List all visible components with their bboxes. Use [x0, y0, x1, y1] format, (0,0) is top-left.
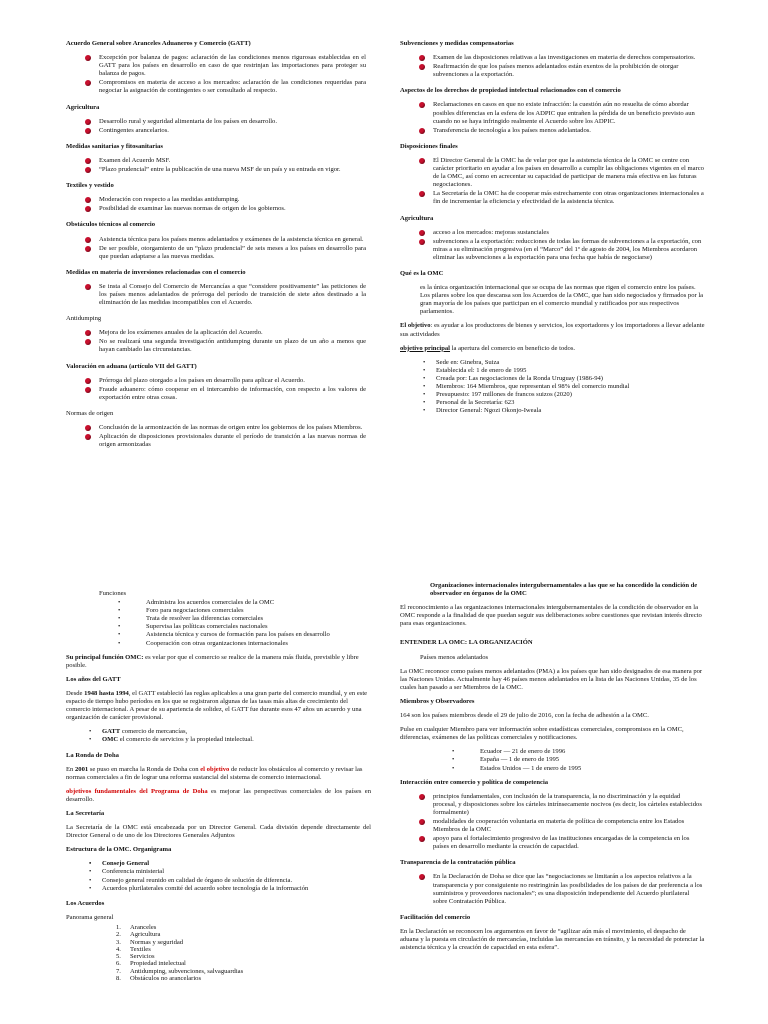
list-item: Compromisos en materia de acceso a los mercados: aclaración de las condiciones requeridas para negociar la asignación de contingentes o ser consultado al respecto.	[66, 79, 366, 95]
section-title: Valoración en aduana (artículo VII del GATT)	[66, 362, 197, 370]
red-bullet-icon	[85, 167, 91, 173]
list-item: Mejora de los exámenes anuales de la aplicación del Acuerdo.	[66, 329, 366, 337]
section-title: Los años del GATT	[66, 675, 121, 683]
red-bullet-icon	[85, 158, 91, 164]
red-bullet-icon	[85, 206, 91, 212]
bold-label: objetivo principal	[400, 344, 451, 352]
structure-list	[66, 860, 371, 892]
bullet-list	[66, 157, 366, 174]
section-title: Agricultura	[400, 214, 434, 222]
list-item: • Creada por: Las negociaciones de la Ronda Uruguay (1986-94)	[400, 375, 705, 383]
list-item: 6. Propiedad intelectual	[116, 960, 186, 968]
list-item: 7. Antidumping, subvenciones, salvaguardias	[116, 967, 244, 975]
red-bullet-icon	[85, 425, 91, 431]
list-item: 8. Obstáculos no arancelarios	[116, 974, 202, 982]
list-item: 3. Normas y seguridad	[116, 938, 184, 946]
section-title: Facilitación del comercio	[400, 913, 471, 921]
red-bullet-icon	[85, 246, 91, 252]
list-item: 1. Aranceles	[116, 923, 157, 931]
list-item: • Acuerdos plurilaterales comité del acuerdo sobre tecnología de la información	[66, 885, 371, 893]
bullet-list	[400, 101, 705, 134]
bullet-list	[66, 377, 366, 402]
bullet-list	[400, 54, 705, 79]
list-item: subvenciones a la exportación: reducciones de todas las formas de subvenciones a la exportación, con miras a su eliminación progresiva (en el “Marco” del 1º de agosto de 2004, los Miembros acordaron eliminar las subvenciones a la exportación para una fecha que había de negociarse)	[400, 238, 705, 262]
text: es velar por que el comercio se realice de la manera más fluida, previsible y libre posible.	[66, 653, 359, 669]
bullet-list	[66, 236, 366, 261]
list-item: Excepción por balanza de pagos: aclaración de las condiciones menos rigurosas establecidas en el GATT para los países en desarrollo en caso de que restrinjan las importaciones para proteger su balanza de pagos.	[66, 54, 366, 78]
paragraph: Pulse en cualquier Miembro para ver información sobre estadísticas comerciales, compromisos en la OMC, diferencias, exámenes de las políticas comerciales y notificaciones.	[400, 726, 684, 742]
red-bullet-icon	[85, 55, 91, 61]
list-item: • Foro para negociaciones comerciales	[66, 607, 371, 615]
paragraph: 164 son los países miembros desde el 29 de julio de 2016, con la fecha de adhesión a la OMC.	[400, 712, 649, 720]
paragraph	[400, 322, 705, 338]
section-title: Los Acuerdos	[66, 899, 105, 907]
red-bullet-icon	[419, 55, 425, 61]
red-bullet-icon	[419, 794, 425, 800]
bullet-list	[66, 118, 366, 135]
list-item: No se realizará una segunda investigación antidumping durante un plazo de un año a menos que hayan cambiado las circunstancias.	[66, 338, 366, 354]
red-bullet-icon	[419, 158, 425, 164]
subtitle: Panorama general	[66, 913, 114, 921]
paragraph: La OMC reconoce como países menos adelantados (PMA) a los países que han sido designados de esa manera por las Naciones Unidas. Actualmente hay 46 países menos adelantados en la lista de las Naciones Unidas, 35 de los cuales han pasado a ser Miembros de la OMC.	[400, 667, 703, 691]
list-item: De ser posible, otorgamiento de un “plazo prudencial” de seis meses a los países en desarrollo para que puedan adaptarse a las nuevas medidas.	[66, 245, 366, 261]
section-title: La Secretaría	[66, 809, 105, 817]
list-item: Se insta al Consejo del Comercio de Mercancías a que “considere positivamente” las peticiones de los países menos adelantados de prórroga del período de transición de siete años destinado a la eliminación de las medidas incompatibles con el Acuerdo.	[66, 283, 366, 307]
list-item: Asistencia técnica para los países menos adelantados y exámenes de la asistencia técnica en general.	[66, 236, 366, 244]
section-title: Obstáculos técnicos al comercio	[66, 221, 156, 229]
red-bullet-icon	[85, 434, 91, 440]
list-item: • Establecida el: 1 de enero de 1995	[400, 367, 705, 375]
list-item: • Ecuador — 21 de enero de 1996	[400, 748, 705, 756]
list-item: • Personal de la Secretaría: 623	[400, 399, 705, 407]
list-item: Examen del Acuerdo MSF.	[66, 157, 366, 165]
bullet-list	[66, 329, 366, 354]
countries-list	[400, 748, 705, 772]
list-item: 2. Agricultura	[116, 931, 161, 939]
section-title: La Ronda de Doha	[66, 751, 119, 759]
list-item: “Plazo prudencial” entre la publicación de una nueva MSF de un país y su entrada en vigor.	[66, 166, 366, 174]
red-bullet-icon	[419, 836, 425, 842]
list-item: Aplicación de disposiciones provisionales durante el período de transición a las nuevas normas de origen armonizadas	[66, 433, 366, 449]
list-item: La Secretaría de la OMC ha de cooperar más estrechamente con otras organizaciones internacionales a fin de incrementar la eficiencia y efectividad de la asistencia técnica.	[400, 190, 705, 206]
list-item: • Administra los acuerdos comerciales de la OMC	[66, 599, 371, 607]
bullet-list	[400, 157, 705, 207]
list-item: Fraude aduanero: cómo cooperar en el intercambio de información, con respecto a los valores de exportación entre otras cosas.	[66, 386, 366, 402]
section-title: Normas de origen	[66, 409, 114, 417]
list-item: • Supervisa las políticas comerciales nacionales	[66, 623, 371, 631]
red-bullet-icon	[419, 874, 425, 880]
section-title: Acuerdo General sobre Aranceles Aduaneros y Comercio (GATT)	[66, 40, 251, 47]
list-item: • Consejo General	[66, 860, 371, 868]
red-bullet-icon	[85, 128, 91, 134]
red-bullet-icon	[419, 191, 425, 197]
list-item: Reclamaciones en casos en que no existe infracción: la cuestión aún no resuelta de cómo abordar posibles diferencias en la esfera de los ADPIC que entrañen la pérdida de un beneficio previsto aun cuando no se haya infringido realmente el Acuerdo sobre los ADPIC.	[400, 101, 705, 125]
section-title: Funciones	[99, 590, 127, 597]
section-title: Textiles y vestido	[66, 182, 114, 190]
section-title: Subvenciones y medidas compensatorias	[400, 40, 514, 47]
list-item: Contingentes arancelarios.	[66, 127, 366, 135]
paragraph: Desde 1948 hasta 1994, el GATT estableció las reglas aplicables a una gran parte del comercio mundial, y en este espacio de tiempo hubo períodos en los que se registraron algunas de las tasas más altas de crecimiento del comercio internacional. A pesar de su apariencia de solidez, el GATT fue durante esos 47 años un acuerdo y una organización de carácter provisional.	[66, 689, 368, 722]
section-title: Medidas en materia de inversiones relacionadas con el comercio	[66, 268, 246, 276]
data-list	[400, 359, 705, 416]
section-title: Antidumping	[66, 315, 102, 323]
p2-left-column	[66, 590, 371, 982]
paragraph: El reconocimiento a las organizaciones internacionales intergubernamentales de la condición de observador en la OMC responde a la finalidad de que puedan seguir sus deliberaciones sobre cuestiones que revistan interés directo para esas organizaciones.	[400, 604, 702, 628]
list-item: Examen de las disposiciones relativas a las investigaciones en materia de derechos compensatorios.	[400, 54, 705, 62]
list-item: Reafirmación de que los países menos adelantados están exentos de la prohibición de otorgar subvenciones a la exportación.	[400, 63, 705, 79]
red-bullet-icon	[85, 339, 91, 345]
bullet-list	[66, 196, 366, 213]
list-item: • Cooperación con otras organizaciones internacionales	[66, 640, 371, 648]
list-item: Conclusión de la armonización de las normas de origen entre los gobiernos de los países Miembros.	[66, 424, 366, 432]
list-item: • Consejo general reunido en calidad de órgano de solución de diferencia.	[66, 877, 371, 885]
list-item: Prórroga del plazo otorgado a los países en desarrollo para aplicar el Acuerdo.	[66, 377, 366, 385]
paragraph: En 2001 se puso en marcha la Ronda de Doha con el objetivo de reducir los obstáculos al comercio y revisar las normas comerciales a fin de lograr una reforma sustancial del sistema de comercio internacional.	[66, 765, 363, 781]
bullet-list	[66, 283, 366, 307]
red-bullet-icon	[85, 284, 91, 290]
paragraph	[66, 654, 371, 670]
bullet-list	[400, 873, 705, 905]
list-item: • Presupuesto: 197 millones de francos suizos (2020)	[400, 391, 705, 399]
paragraph	[400, 345, 705, 353]
red-bullet-icon	[419, 102, 425, 108]
list-item: 4. Textiles	[116, 945, 151, 953]
red-bullet-icon	[85, 237, 91, 243]
list-item: modalidades de cooperación voluntaria en materia de política de competencia entre los Estados Miembros de la OMC	[400, 818, 705, 834]
list-item: • Asistencia técnica y cursos de formación para los países en desarrollo	[66, 631, 371, 639]
section-title: Disposiciones finales	[400, 142, 458, 150]
numbered-list	[66, 924, 371, 982]
paragraph: objetivos fundamentales del Programa de Doha es mejorar las perspectivas comerciales de los países en desarrollo.	[66, 787, 371, 803]
paragraph: La Secretaría de la OMC está encabezada por un Director General. Cada división depende directamente del Director General o de uno de los Directores Generales Adjuntos	[66, 824, 371, 840]
p1-right-column	[400, 40, 705, 422]
bullet-list	[400, 229, 705, 262]
list-item: apoyo para el fortalecimiento progresivo de las instituciones encargadas de la competencia en los países en desarrollo mediante la creación de capacidad.	[400, 835, 705, 851]
list-item: • Trata de resolver las diferencias comerciales	[66, 615, 371, 623]
list-item: • Conferencia ministerial	[66, 868, 371, 876]
text: la apertura del comercio en beneficio de todos.	[450, 344, 576, 352]
list-item: • Miembros: 164 Miembros, que representan el 98% del comercio mundial	[400, 383, 705, 391]
list-item: • GATT comercio de mercancías,	[66, 728, 371, 736]
red-bullet-icon	[85, 119, 91, 125]
red-bullet-icon	[419, 64, 425, 70]
section-title: Medidas sanitarias y fitosanitarias	[66, 142, 163, 150]
red-bullet-icon	[85, 197, 91, 203]
bullet-list	[66, 424, 366, 449]
list-item: 5. Servicios	[116, 953, 155, 961]
list-item: El Director General de la OMC ha de velar por que la asistencia técnica de la OMC se centre con carácter prioritario en ayudar a los países en desarrollo a cumplir las obligaciones vigentes en el marco de la OMC, así como en acrecentar su capacidad de participar de manera más efectiva en las futuras negociaciones.	[400, 157, 705, 189]
list-item: Posibilidad de examinar las nuevas normas de origen de los gobiernos.	[66, 205, 366, 213]
section-title: Miembros y Observadores	[400, 697, 475, 705]
list-item: acceso a los mercados: mejoras sustanciales	[400, 229, 705, 237]
list-item: Moderación con respecto a las medidas antidumping.	[66, 196, 366, 204]
list-item: • Director General: Ngozi Okonjo-Iweala	[400, 407, 705, 415]
bullet-list	[66, 728, 371, 744]
list-item: • Estados Unidos — 1 de enero de 1995	[400, 765, 705, 773]
list-item: principios fundamentales, con inclusión de la transparencia, la no discriminación y la equidad procesal, y disposiciones sobre los cárteles intrínsecamente nocivos (es decir, los cárteles establecidos formalmente)	[400, 793, 705, 817]
red-bullet-icon	[419, 819, 425, 825]
subtitle: Países menos adelantados	[420, 653, 489, 661]
red-bullet-icon	[419, 239, 425, 245]
section-title: Aspectos de los derechos de propiedad intelectual relacionados con el comercio	[400, 87, 621, 95]
text: : es ayudar a los productores de bienes y servicios, los exportadores y los importadores a llevar adelante sus actividades	[400, 322, 705, 338]
red-bullet-icon	[85, 80, 91, 86]
paragraph: En la Declaración se reconocen los argumentos en favor de “agilizar aún más el movimiento, el despacho de aduana y la puesta en circulación de mercancías, incluidas las mercancías en tránsito, y la necesidad de potenciar la asistencia técnica y la creación de capacidad en esta esfera”.	[400, 927, 705, 952]
list-item: • OMC el comercio de servicios y la propiedad intelectual.	[66, 736, 371, 744]
red-bullet-icon	[419, 230, 425, 236]
section-title: Qué es la OMC	[400, 269, 444, 277]
functions-list	[66, 599, 371, 648]
p1-left-column	[66, 40, 366, 457]
list-item: Transferencia de tecnología a los países menos adelantados.	[400, 127, 705, 135]
list-item: • Sede en: Ginebra, Suiza	[400, 359, 705, 367]
bullet-list	[66, 54, 366, 95]
section-title: Estructura de la OMC. Organigrama	[66, 846, 172, 854]
section-title: ENTENDER LA OMC: LA ORGANIZACIÓN	[400, 639, 533, 647]
bullet-list	[400, 793, 705, 852]
section-title: Organizaciones internacionales intergubernamentales a las que se ha concedido la condición de observador en órganos de la OMC	[430, 582, 698, 598]
section-title: Transparencia de la contratación pública	[400, 859, 516, 867]
red-bullet-icon	[85, 387, 91, 393]
section-title: Agricultura	[66, 103, 100, 111]
bold-label: El objetivo	[400, 322, 431, 330]
red-bullet-icon	[419, 128, 425, 134]
list-item: • España — 1 de enero de 1995	[400, 756, 705, 764]
red-bullet-icon	[85, 330, 91, 336]
p2-right-column	[400, 582, 705, 958]
red-bullet-icon	[85, 378, 91, 384]
paragraph: es la única organización internacional que se ocupa de las normas que rigen el comercio entre los países. Los pilares sobre los que descansa son los Acuerdos de la OMC, que han sido negociados y firmados por la gran mayoría de los países que participan en el comercio mundial y ratificados por sus respectivos parlamentos.	[420, 284, 704, 316]
list-item: Desarrollo rural y seguridad alimentaria de los países en desarrollo.	[66, 118, 366, 126]
bold-label: Su principal función OMC:	[66, 653, 144, 661]
section-title: Interacción entre comercio y política de competencia	[400, 778, 549, 786]
list-item: En la Declaración de Doha se dice que las “negociaciones se limitarán a los aspectos relativos a la transparencia y por consiguiente no restringirán las posibilidades de los países de dar preferencia a los suministros y proveedores nacionales”; es una disposición independiente del Acuerdo plurilateral sobre Contratación Pública.	[400, 873, 705, 905]
